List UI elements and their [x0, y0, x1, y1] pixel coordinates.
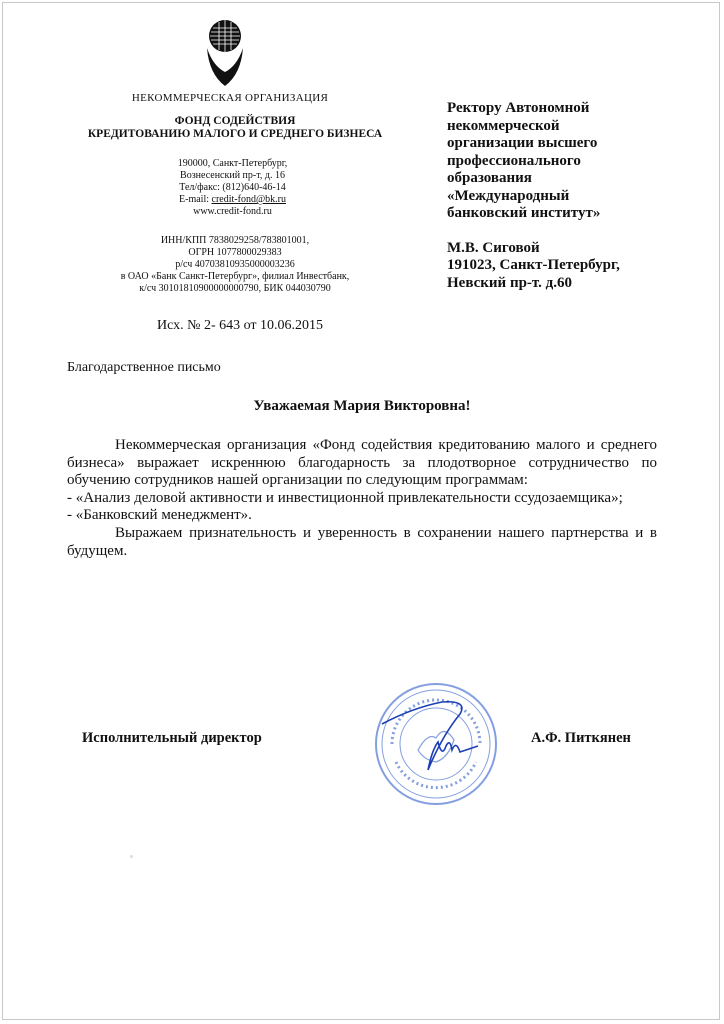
organization-logo-icon [203, 18, 247, 88]
document-type: Благодарственное письмо [67, 360, 221, 375]
recipient-line: профессионального [447, 152, 581, 169]
address-line: 190000, Санкт-Петербург, [177, 158, 288, 169]
letter-body [67, 437, 657, 560]
recipient-address: 191023, Санкт-Петербург, [447, 257, 620, 273]
scan-speck [130, 855, 133, 858]
recipient-line: некоммерческой [447, 117, 560, 134]
email-link[interactable]: credit-fond@bk.ru [211, 194, 286, 205]
address-line: Вознесенский пр-т, д. 16 [180, 170, 285, 181]
bank-detail-line: к/сч 30101810900000000790, БИК 044030790 [139, 283, 331, 294]
recipient-line: «Международный [447, 187, 570, 204]
recipient-block [447, 100, 687, 292]
organization-type: НЕКОММЕРЧЕСКАЯ ОРГАНИЗАЦИЯ [131, 92, 329, 104]
recipient-line: организации высшего [447, 135, 598, 151]
recipient-line: образования [447, 170, 532, 186]
outgoing-reference: Исх. № 2- 643 от 10.06.2015 [156, 318, 324, 333]
bank-details [70, 235, 400, 295]
bank-detail-line: в ОАО «Банк Санкт-Петербург», филиал Инвестбанк, [120, 271, 350, 282]
program-item: - «Анализ деловой активности и инвестиционной привлекательности ссудозаемщика»; [67, 489, 623, 506]
body-paragraph: Выражаем признательность и уверенность в сохранении нашего партнерства и в будущем. [67, 524, 657, 559]
official-stamp-icon [372, 680, 500, 808]
bank-detail-line: ОГРН 1077800029383 [188, 247, 282, 258]
recipient-address: Невский пр-т. д.60 [447, 274, 573, 291]
bank-detail-line: ИНН/КПП 7838029258/783801001, [160, 235, 310, 246]
organization-name [70, 115, 400, 141]
recipient-line: Ректору Автономной [447, 100, 590, 116]
organization-name-line1: ФОНД СОДЕЙСТВИЯ [174, 115, 296, 127]
program-item: - «Банковский менеджмент». [67, 507, 252, 524]
signatory-name: А.Ф. Питкянен [531, 730, 631, 746]
recipient-line: банковский институт» [447, 205, 601, 221]
organization-address [130, 158, 335, 218]
phone-line: Тел/факс: (812)640-46-14 [179, 182, 286, 193]
website-link[interactable]: www.credit-fond.ru [193, 206, 272, 217]
salutation: Уважаемая Мария Викторовна! [253, 398, 471, 414]
recipient-name: М.В. Сиговой [447, 239, 540, 256]
organization-name-line2: КРЕДИТОВАНИЮ МАЛОГО И СРЕДНЕГО БИЗНЕСА [87, 128, 383, 140]
email-line [130, 194, 335, 206]
bank-detail-line: р/сч 40703810935000003236 [175, 259, 295, 270]
email-label: E-mail: [179, 194, 212, 205]
body-paragraph: Некоммерческая организация «Фонд содействия кредитованию малого и среднего бизнеса» выражает искреннюю благодарность за плодотворное сотрудничество по обучению сотрудников нашей организации по следующим программам: [67, 437, 657, 489]
signatory-title: Исполнительный директор [82, 730, 262, 746]
